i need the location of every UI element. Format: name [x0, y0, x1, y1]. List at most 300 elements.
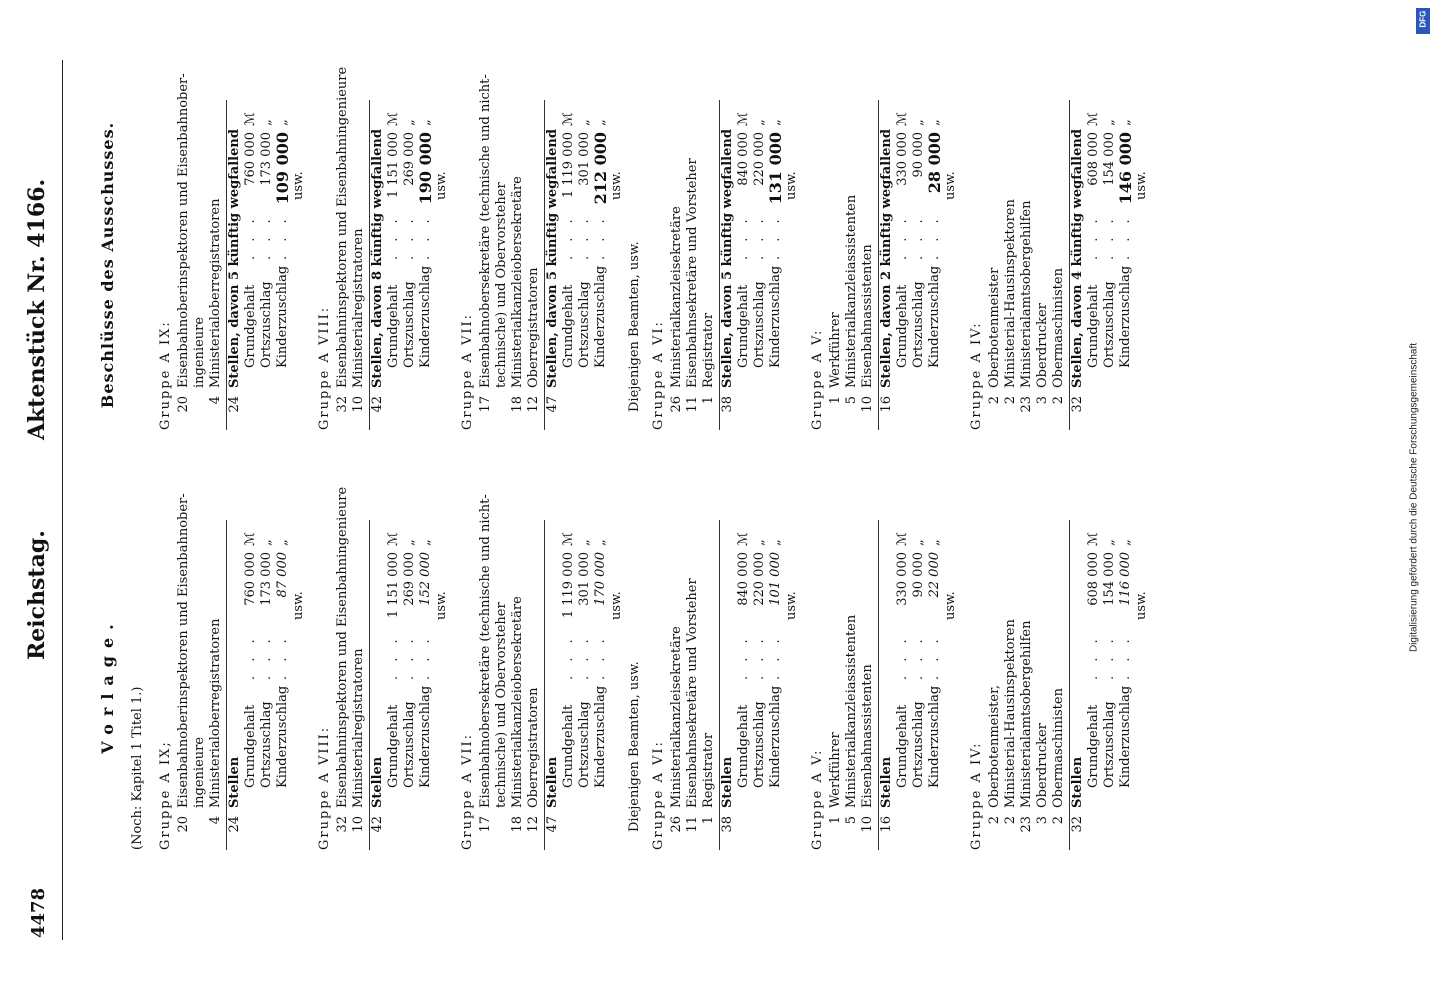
pay-amount: 220 000	[752, 132, 767, 186]
pay-amount: 212 000	[591, 132, 610, 205]
position-title: Oberdrucker	[1035, 303, 1050, 388]
usw-line	[609, 520, 627, 850]
usw-line	[434, 520, 452, 850]
positions-total	[878, 520, 895, 850]
usw-text: usw.	[291, 171, 306, 200]
position-count: 2	[1003, 396, 1018, 405]
leader-dots: . . .	[593, 634, 608, 680]
pay-label: Kinderzuschlag	[927, 685, 942, 788]
pay-unit: „	[1118, 539, 1133, 546]
leader-dots: . . .	[1118, 214, 1133, 260]
position-title: technische) und Obervorsteher	[494, 602, 509, 808]
leader-dots: . . .	[1086, 214, 1101, 260]
position-count: 11	[685, 816, 700, 833]
position-title: Ministerialoberregistratoren	[208, 198, 223, 388]
salary-group	[460, 74, 643, 430]
position-line	[208, 520, 224, 850]
right-intro-spacer	[130, 100, 150, 430]
pay-unit: ℳ	[561, 112, 576, 126]
usw-line	[1134, 520, 1152, 850]
pay-line	[911, 520, 927, 850]
position-count: 18	[510, 816, 525, 833]
dfg-logo-text: DFG	[1418, 10, 1428, 28]
position-title: Stellen	[879, 756, 894, 808]
pay-label: Ortszuschlag	[1102, 281, 1117, 368]
pay-unit: „	[768, 119, 783, 126]
position-count: 16	[879, 816, 894, 833]
position-title: Ministerialregistratoren	[351, 228, 366, 388]
left-column	[98, 486, 1152, 850]
position-count: 26	[669, 816, 684, 833]
pay-unit: ℳ	[561, 532, 576, 546]
pay-label: Ortszuschlag	[911, 701, 926, 788]
salary-group	[460, 494, 643, 850]
pay-line	[561, 100, 577, 430]
pay-line	[259, 520, 275, 850]
usw-text: usw.	[434, 591, 449, 620]
pay-line	[927, 520, 943, 850]
position-title: Ministerialoberregistratoren	[208, 618, 223, 808]
right-groups	[158, 66, 1152, 430]
position-line	[669, 520, 685, 850]
positions-total	[369, 520, 386, 850]
position-line	[208, 100, 224, 430]
position-line	[478, 74, 494, 430]
position-count: 20	[176, 396, 191, 413]
position-line	[478, 494, 494, 850]
positions-total	[1069, 100, 1086, 430]
position-line	[1019, 100, 1035, 430]
usw-line	[434, 100, 452, 430]
positions-total	[719, 520, 736, 850]
pay-unit: „	[752, 539, 767, 546]
pay-line	[402, 520, 418, 850]
pay-label: Kinderzuschlag	[275, 265, 290, 368]
pay-unit: „	[418, 119, 433, 126]
position-count: 17	[478, 396, 493, 413]
position-title: Stellen, davon 5 künftig wegfallend	[545, 129, 560, 388]
leader-dots: . . .	[927, 634, 942, 680]
salary-group	[317, 486, 452, 850]
pay-unit: „	[275, 119, 290, 126]
position-title: Registrator	[701, 732, 716, 808]
position-title: Eisenbahnassistenten	[860, 664, 875, 808]
position-title: Eisenbahnobersekretäre (technische und nicht-	[478, 494, 493, 808]
position-title: ingenieure	[192, 316, 207, 388]
pay-line	[1086, 100, 1102, 430]
position-title: Stellen	[227, 756, 242, 808]
position-line	[701, 520, 717, 850]
position-line	[1035, 100, 1051, 430]
position-title: Ministerial-Hausinspektoren	[1003, 199, 1018, 388]
pay-label: Ortszuschlag	[911, 281, 926, 368]
group-title: Gruppe A V:	[810, 328, 825, 430]
pay-label: Grundgehalt	[386, 284, 401, 368]
position-count: 32	[1070, 396, 1085, 413]
pay-unit: ℳ	[386, 532, 401, 546]
pay-line	[895, 100, 911, 430]
usw-text: usw.	[784, 171, 799, 200]
usw-line	[784, 100, 802, 430]
position-line	[1051, 520, 1067, 850]
pay-amount: 269 000	[402, 552, 417, 606]
pay-amount: 87 000	[275, 552, 290, 598]
salary-group	[969, 520, 1152, 850]
header-title-right: Aktenstück Nr. 4166.	[24, 178, 50, 440]
pay-amount: 28 000	[925, 132, 944, 194]
leader-dots: . . .	[402, 634, 417, 680]
pay-unit: ℳ	[736, 112, 751, 126]
position-line	[1035, 520, 1051, 850]
pay-amount: 301 000	[577, 552, 592, 606]
group-title: Gruppe A VII:	[460, 733, 475, 850]
position-count: 12	[526, 816, 541, 833]
pay-amount: 840 000	[736, 132, 751, 186]
pay-label: Grundgehalt	[736, 704, 751, 788]
position-title: Ministerialkanzleiobersekretäre	[510, 176, 525, 388]
position-count: 47	[545, 396, 560, 413]
pay-line	[1086, 520, 1102, 850]
leader-dots: . . .	[911, 214, 926, 260]
pay-amount: 170 000	[593, 552, 608, 606]
pay-label: Kinderzuschlag	[593, 685, 608, 788]
pay-unit: „	[259, 119, 274, 126]
positions-total	[226, 100, 243, 430]
position-line	[860, 520, 876, 850]
usw-line	[943, 100, 961, 430]
group-note: Diejenigen Beamten, usw.	[627, 241, 642, 412]
pay-label: Grundgehalt	[895, 284, 910, 368]
group-title: Gruppe A VIII:	[317, 305, 332, 430]
leader-dots: . . .	[911, 634, 926, 680]
positions-total	[544, 100, 561, 430]
pay-unit: ℳ	[1086, 112, 1101, 126]
position-count: 16	[879, 396, 894, 413]
position-count: 38	[720, 396, 735, 413]
position-count: 1	[701, 816, 716, 825]
salary-group	[317, 66, 452, 430]
leader-dots: . . .	[927, 214, 942, 260]
position-count: 42	[370, 816, 385, 833]
pay-amount: 269 000	[402, 132, 417, 186]
position-title: Oberdrucker	[1035, 723, 1050, 808]
position-title: Eisenbahnsekretäre und Vorsteher	[685, 578, 700, 808]
position-count: 10	[860, 816, 875, 833]
pay-unit: ℳ	[1086, 532, 1101, 546]
salary-group	[651, 100, 802, 430]
pay-amount: 1 119 000	[561, 132, 576, 199]
pay-label: Grundgehalt	[1086, 284, 1101, 368]
group-title: Gruppe A IX;	[158, 740, 173, 850]
group-title: Gruppe A VII:	[460, 313, 475, 430]
pay-amount: 301 000	[577, 132, 592, 186]
pay-label: Ortszuschlag	[259, 701, 274, 788]
pay-label: Kinderzuschlag	[418, 685, 433, 788]
pay-line	[768, 520, 784, 850]
leader-dots: . . .	[243, 214, 258, 260]
position-count: 2	[987, 816, 1002, 825]
position-title: Oberregistratoren	[526, 687, 541, 808]
left-groups	[158, 486, 1152, 850]
pay-unit: „	[402, 119, 417, 126]
pay-line	[243, 100, 259, 430]
usw-text: usw.	[784, 591, 799, 620]
position-title: Stellen, davon 5 künftig wegfallend	[720, 129, 735, 388]
pay-amount: 173 000	[259, 132, 274, 186]
pay-amount: 131 000	[766, 132, 785, 205]
pay-unit: ℳ	[895, 112, 910, 126]
pay-label: Ortszuschlag	[752, 701, 767, 788]
pay-label: Kinderzuschlag	[768, 685, 783, 788]
leader-dots: . . .	[402, 214, 417, 260]
right-column-title: Beschlüsse des Ausschusses.	[98, 121, 117, 409]
leader-dots: . . .	[418, 634, 433, 680]
pay-amount: 1 151 000	[386, 132, 401, 199]
position-count: 10	[351, 816, 366, 833]
positions-total	[544, 520, 561, 850]
position-title: Ministerialkanzleiassistenten	[844, 194, 859, 388]
pay-line	[927, 100, 943, 430]
position-title: Ministerialkanzleiassistenten	[844, 614, 859, 808]
position-title: Ministerialkanzleisekretäre	[669, 626, 684, 808]
positions-total	[226, 520, 243, 850]
usw-line	[291, 100, 309, 430]
position-count: 2	[987, 396, 1002, 405]
position-title: Werkführer	[828, 732, 843, 808]
position-line	[526, 520, 542, 850]
pay-line	[418, 520, 434, 850]
position-count: 5	[844, 396, 859, 405]
pay-label: Ortszuschlag	[259, 281, 274, 368]
pay-amount: 760 000	[243, 132, 258, 186]
usw-text: usw.	[609, 591, 624, 620]
pay-line	[752, 520, 768, 850]
position-count: 2	[1051, 816, 1066, 825]
pay-label: Ortszuschlag	[402, 281, 417, 368]
position-title: Ministerialamtsobergehilfen	[1019, 620, 1034, 808]
pay-amount: 90 000	[911, 552, 926, 598]
salary-group	[969, 100, 1152, 430]
leader-dots: . . .	[768, 634, 783, 680]
pay-line	[275, 100, 291, 430]
position-title: Eisenbahnobersekretäre (technische und nicht-	[478, 74, 493, 388]
dfg-logo	[1416, 8, 1430, 34]
pay-amount: 760 000	[243, 552, 258, 606]
pay-unit: „	[1118, 119, 1133, 126]
left-intro: (Noch: Kapitel 1 Titel 1.)	[130, 686, 145, 850]
position-line	[510, 520, 526, 850]
pay-label: Grundgehalt	[386, 704, 401, 788]
position-count: 4	[208, 396, 223, 405]
position-count: 24	[227, 816, 242, 833]
position-count: 20	[176, 816, 191, 833]
position-line	[828, 100, 844, 430]
position-line	[685, 100, 701, 430]
salary-group	[651, 520, 802, 850]
pay-line	[386, 100, 402, 430]
position-count: 3	[1035, 396, 1050, 405]
position-title: Registrator	[701, 312, 716, 388]
position-line	[351, 100, 367, 430]
usw-text: usw.	[943, 171, 958, 200]
salary-group	[810, 520, 961, 850]
position-line	[860, 100, 876, 430]
pay-label: Ortszuschlag	[752, 281, 767, 368]
leader-dots: . . .	[386, 214, 401, 260]
leader-dots: . . .	[1102, 634, 1117, 680]
pay-unit: „	[911, 119, 926, 126]
position-line	[987, 100, 1003, 430]
left-column-title: Vorlage.	[98, 616, 117, 754]
pay-line	[386, 520, 402, 850]
position-count: 1	[828, 816, 843, 825]
pay-amount: 101 000	[768, 552, 783, 606]
usw-text: usw.	[291, 591, 306, 620]
group-title: Gruppe A IV:	[969, 321, 984, 430]
position-count: 2	[1051, 396, 1066, 405]
leader-dots: . . .	[593, 214, 608, 260]
pay-label: Kinderzuschlag	[593, 265, 608, 368]
pay-line	[593, 520, 609, 850]
pay-label: Kinderzuschlag	[927, 265, 942, 368]
position-title: Ministerial-Hausinspektoren	[1003, 619, 1018, 808]
position-count: 3	[1035, 816, 1050, 825]
position-count: 10	[860, 396, 875, 413]
pay-unit: „	[752, 119, 767, 126]
pay-line	[1118, 520, 1134, 850]
pay-amount: 152 000	[418, 552, 433, 606]
pay-label: Kinderzuschlag	[1118, 685, 1133, 788]
leader-dots: . . .	[275, 634, 290, 680]
group-note: Diejenigen Beamten, usw.	[627, 661, 642, 832]
position-line	[844, 520, 860, 850]
pay-label: Ortszuschlag	[577, 701, 592, 788]
position-title: Stellen, davon 5 künftig wegfallend	[227, 129, 242, 388]
leader-dots: . . .	[243, 634, 258, 680]
position-title: technische) und Obervorsteher	[494, 182, 509, 388]
leader-dots: . . .	[259, 214, 274, 260]
pay-unit: „	[927, 539, 942, 546]
leader-dots: . . .	[561, 634, 576, 680]
pay-label: Kinderzuschlag	[275, 685, 290, 788]
position-count: 23	[1019, 396, 1034, 413]
position-count: 11	[685, 396, 700, 413]
position-line	[1003, 100, 1019, 430]
pay-amount: 90 000	[911, 132, 926, 178]
position-title: ingenieure	[192, 736, 207, 808]
pay-amount: 109 000	[273, 132, 292, 205]
usw-text: usw.	[434, 171, 449, 200]
leader-dots: . . .	[736, 634, 751, 680]
group-title: Gruppe A V:	[810, 748, 825, 850]
position-count: 24	[227, 396, 242, 413]
pay-label: Grundgehalt	[243, 704, 258, 788]
pay-unit: „	[593, 119, 608, 126]
position-line	[1019, 520, 1035, 850]
pay-label: Kinderzuschlag	[1118, 265, 1133, 368]
positions-total	[1069, 520, 1086, 850]
position-title: Stellen	[545, 756, 560, 808]
salary-group	[810, 100, 961, 430]
pay-label: Ortszuschlag	[1102, 701, 1117, 788]
pay-line	[243, 520, 259, 850]
position-title: Oberbotenmeister	[987, 267, 1002, 388]
pay-unit: „	[402, 539, 417, 546]
leader-dots: . . .	[752, 214, 767, 260]
leader-dots: . . .	[577, 214, 592, 260]
pay-unit: ℳ	[895, 532, 910, 546]
pay-label: Grundgehalt	[1086, 704, 1101, 788]
position-title: Eisenbahnsekretäre und Vorsteher	[685, 158, 700, 388]
group-title: Gruppe A IX:	[158, 320, 173, 430]
pay-label: Grundgehalt	[561, 704, 576, 788]
position-count: 12	[526, 396, 541, 413]
pay-line	[418, 100, 434, 430]
position-line	[494, 100, 510, 430]
position-count: 42	[370, 396, 385, 413]
leader-dots: . . .	[895, 214, 910, 260]
header-rule	[62, 60, 63, 940]
pay-unit: „	[577, 539, 592, 546]
position-title: Stellen	[1070, 756, 1085, 808]
position-count: 38	[720, 816, 735, 833]
leader-dots: . . .	[752, 634, 767, 680]
pay-unit: „	[927, 119, 942, 126]
pay-amount: 1 151 000	[386, 552, 401, 619]
position-title: Eisenbahnassistenten	[860, 244, 875, 388]
pay-amount: 116 000	[1118, 552, 1133, 606]
pay-amount: 154 000	[1102, 132, 1117, 186]
pay-label: Kinderzuschlag	[418, 265, 433, 368]
right-column	[98, 66, 1152, 430]
pay-unit: ℳ	[386, 112, 401, 126]
salary-group	[158, 493, 309, 850]
pay-label: Ortszuschlag	[577, 281, 592, 368]
pay-unit: „	[911, 539, 926, 546]
position-count: 4	[208, 816, 223, 825]
position-count: 47	[545, 816, 560, 833]
position-count: 26	[669, 396, 684, 413]
pay-label: Grundgehalt	[243, 284, 258, 368]
position-line	[685, 520, 701, 850]
pay-amount: 173 000	[259, 552, 274, 606]
position-line	[828, 520, 844, 850]
position-title: Stellen, davon 2 künftig wegfallend	[879, 129, 894, 388]
position-title: Eisenbahnoberinspektoren und Eisenbahnober-	[176, 73, 191, 388]
position-title: Eisenbahninspektoren und Eisenbahningenieure	[335, 66, 350, 388]
pay-amount: 146 000	[1116, 132, 1135, 205]
pay-amount: 840 000	[736, 552, 751, 606]
position-title: Eisenbahnoberinspektoren und Eisenbahnober-	[176, 493, 191, 808]
position-count: 2	[1003, 816, 1018, 825]
leader-dots: . . .	[561, 214, 576, 260]
pay-unit: „	[275, 539, 290, 546]
position-line	[192, 520, 208, 850]
position-count: 32	[335, 396, 350, 413]
leader-dots: . . .	[386, 634, 401, 680]
pay-amount: 154 000	[1102, 552, 1117, 606]
pay-unit: ℳ	[243, 112, 258, 126]
group-title: Gruppe A VIII:	[317, 725, 332, 850]
pay-amount: 22 000	[927, 552, 942, 598]
position-line	[335, 486, 351, 850]
leader-dots: . . .	[275, 214, 290, 260]
usw-line	[943, 520, 961, 850]
pay-amount: 1 119 000	[561, 552, 576, 619]
pay-amount: 330 000	[895, 132, 910, 186]
pay-label: Ortszuschlag	[402, 701, 417, 788]
leader-dots: . . .	[1118, 634, 1133, 680]
